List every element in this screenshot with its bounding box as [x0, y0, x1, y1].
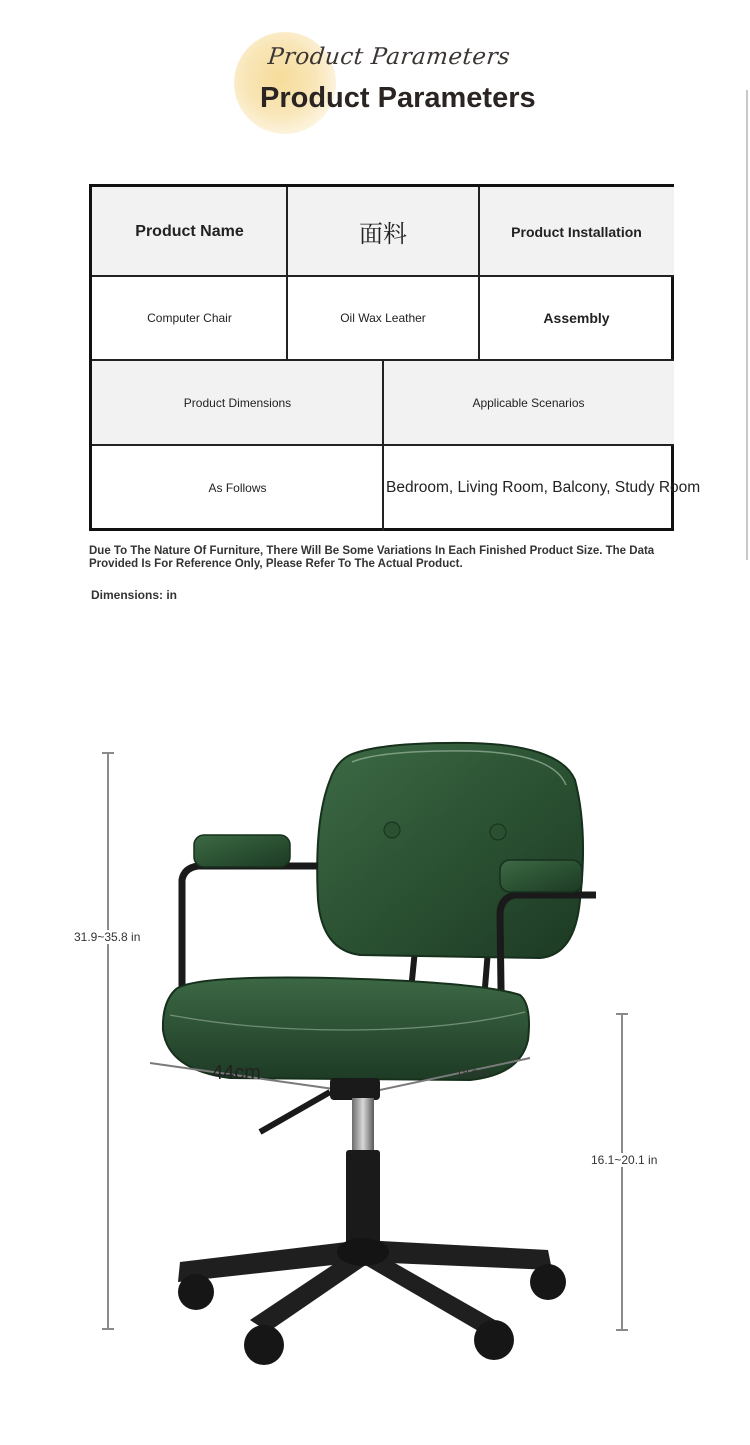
- table-divider: [286, 187, 288, 360]
- dimensions-unit-label: Dimensions: in: [91, 588, 178, 602]
- seat-height-dimension-line: [621, 1013, 623, 1331]
- total-height-label: 31.9~35.8 in: [74, 930, 141, 944]
- cell-fabric-header: 面料: [287, 187, 479, 276]
- page-title: Product Parameters: [260, 82, 536, 114]
- cell-product-name-header: Product Name: [92, 187, 287, 276]
- cell-dimensions-value: As Follows: [208, 481, 267, 495]
- office-chair-image: [140, 715, 620, 1405]
- table-divider: [478, 187, 480, 360]
- seat-width-label: 44cm: [212, 1062, 261, 1084]
- table-divider: [92, 275, 674, 277]
- height-dimension-line: [107, 752, 109, 1330]
- seat-height-label: 16.1~20.1 in: [591, 1153, 658, 1167]
- cell-product-name-value: Computer Chair: [147, 311, 232, 325]
- cell-fabric-value: Oil Wax Leather: [340, 311, 426, 325]
- seat-depth-label: 18.9 in: [456, 1068, 490, 1080]
- dimension-tick: [102, 1328, 114, 1330]
- page-edge-line: [746, 90, 748, 560]
- script-title: Product Parameters: [266, 44, 512, 70]
- dimension-tick: [102, 752, 114, 754]
- cell-scenarios-value: Bedroom, Living Room, Balcony, Study Room: [386, 479, 701, 496]
- size-disclaimer: Due To The Nature Of Furniture, There Will Be Some Variations In Each Finished Product Size. The Data Provided Is For Reference Only, Please Refer To The Actual Product.: [89, 545, 655, 570]
- parameters-table: [89, 184, 701, 531]
- cell-scenarios-header: Applicable Scenarios: [383, 360, 674, 445]
- cell-installation-value: Assembly: [543, 310, 610, 326]
- cell-dimensions-header: Product Dimensions: [92, 360, 383, 445]
- table-divider: [382, 360, 384, 531]
- cell-installation-header: Product Installation: [479, 187, 674, 276]
